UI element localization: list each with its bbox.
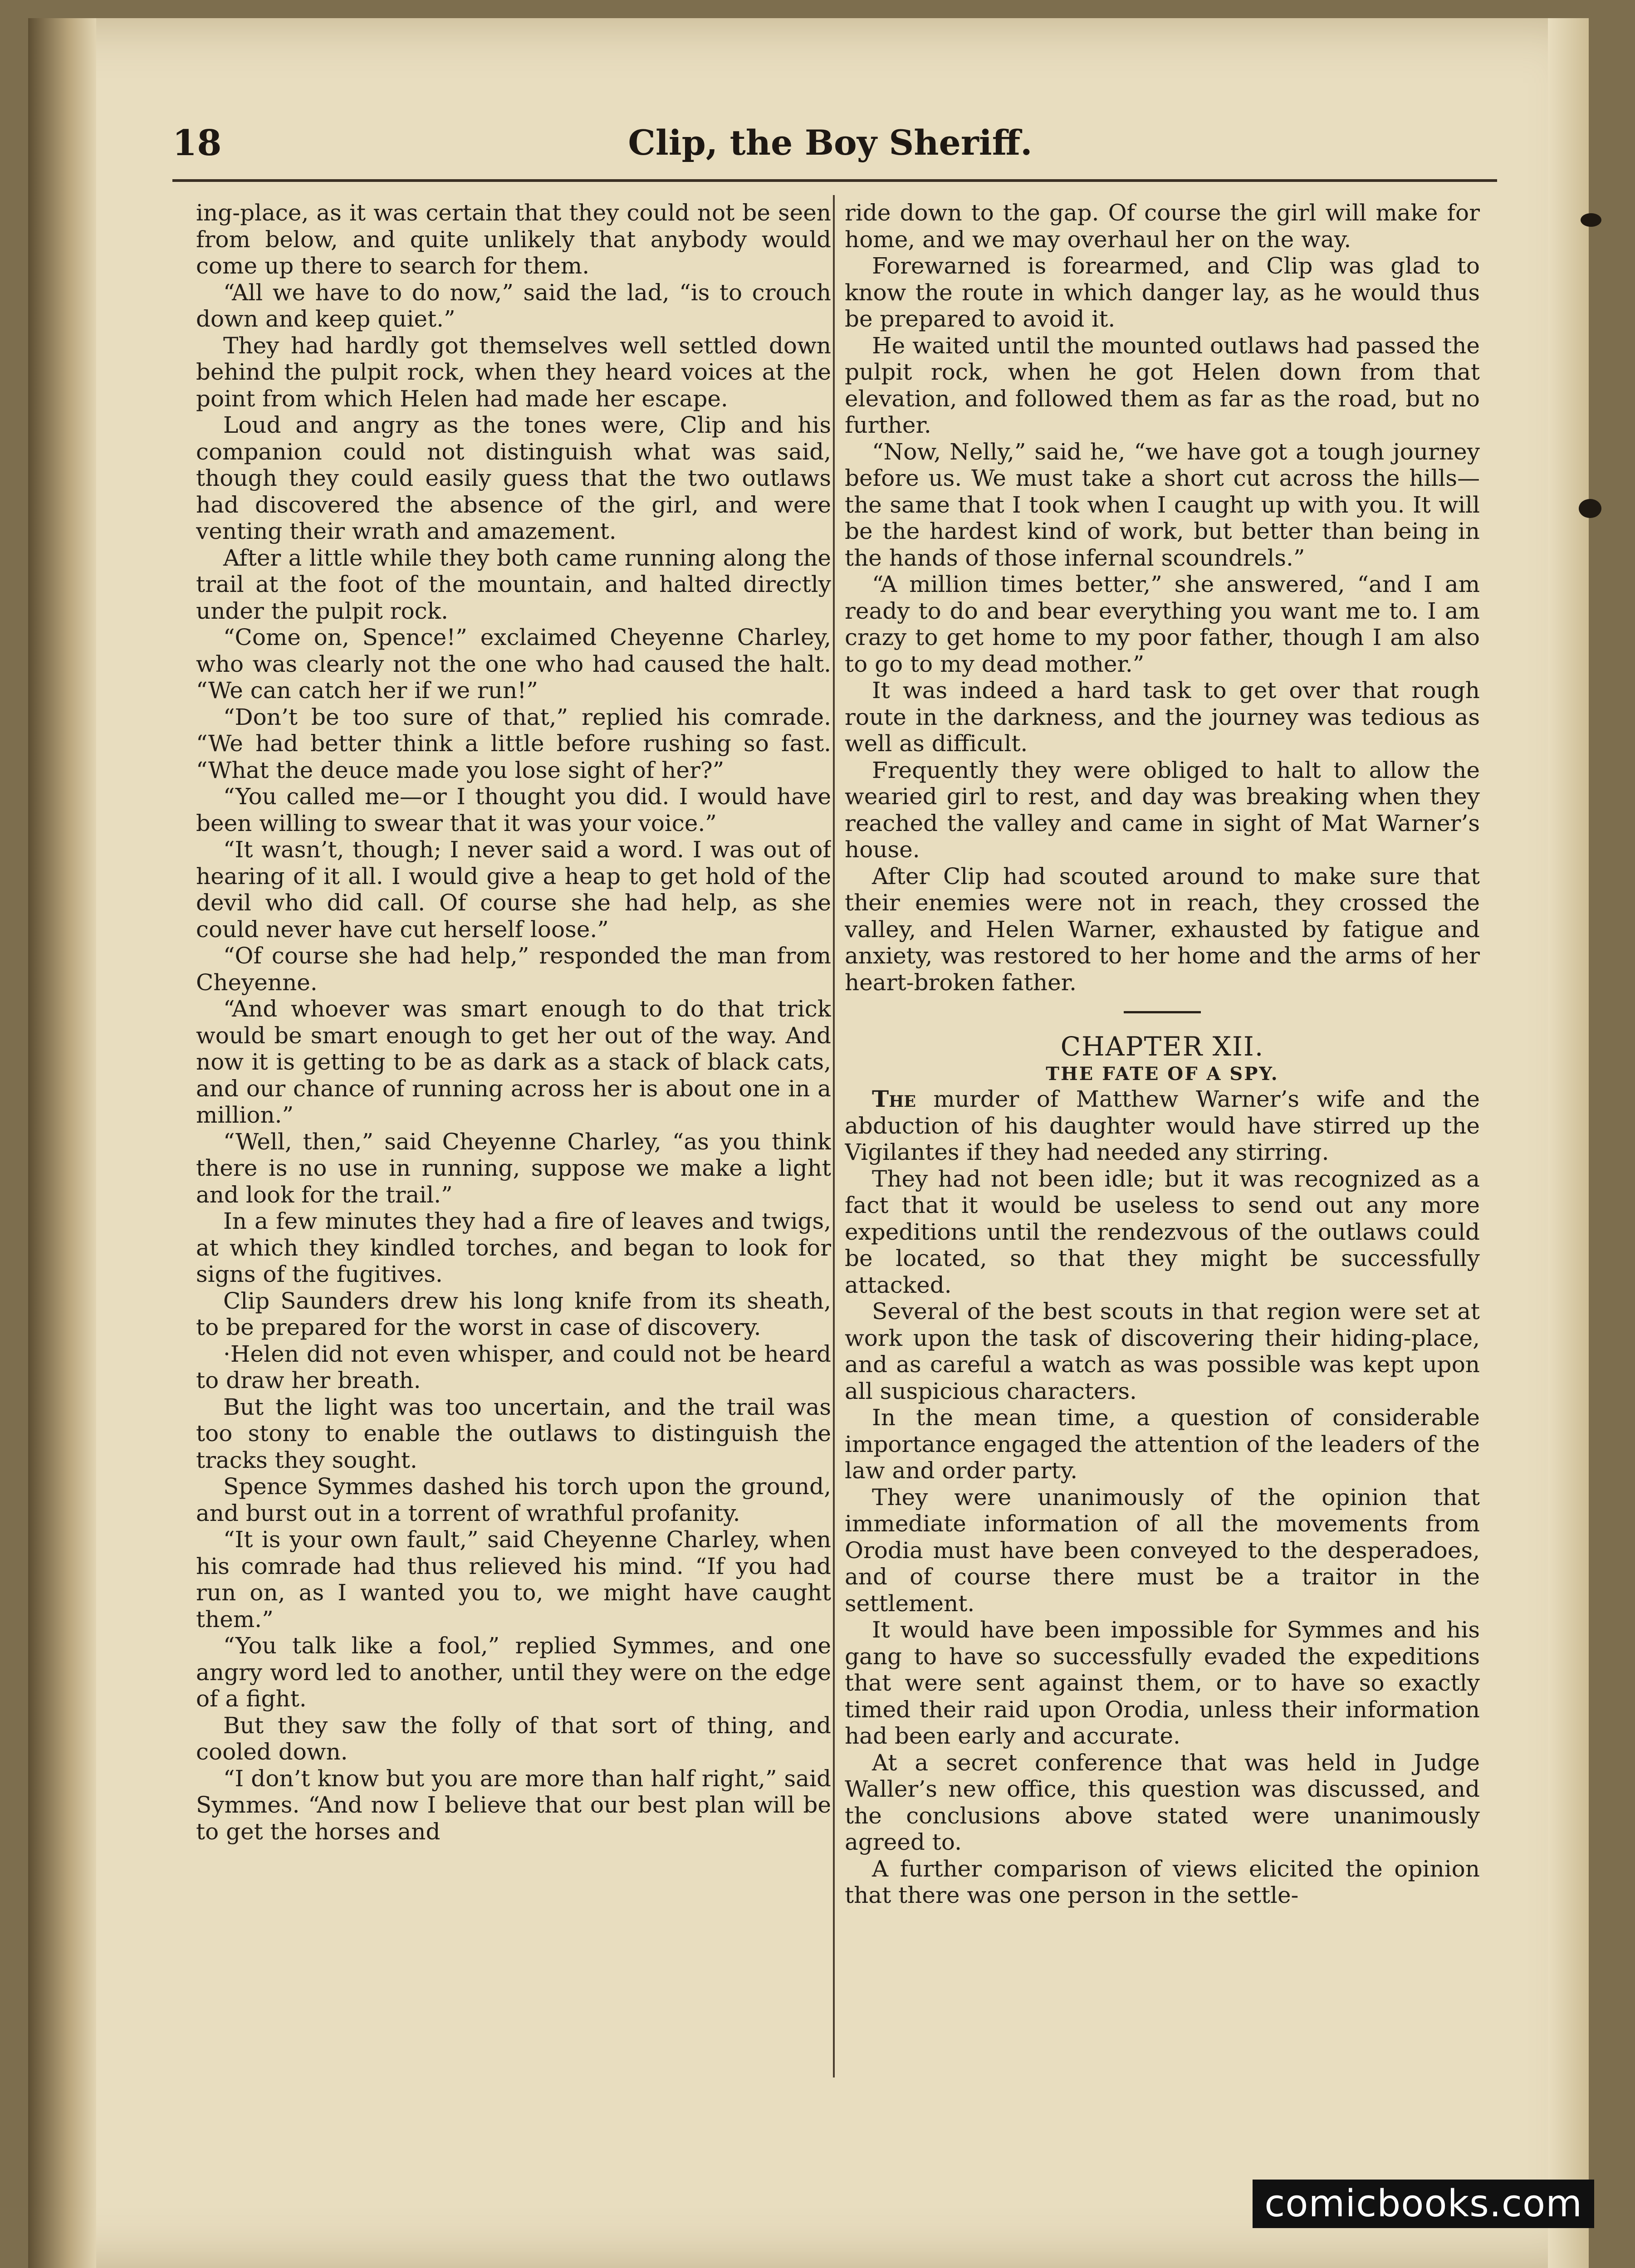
site-watermark: comicbooks.com: [1253, 2180, 1594, 2228]
page-edge: [1548, 18, 1589, 2268]
drop-word: The: [872, 1085, 916, 1112]
paragraph: “You talk like a fool,” replied Symmes, and one angry word led to another, until they were on the edge of a fight.: [196, 1633, 831, 1712]
paragraph: “Don’t be too sure of that,” replied his comrade. “We had better think a little before rushing so fast. “What the deuce made you lose sight of her?”: [196, 704, 831, 783]
paragraph: In the mean time, a question of considerable importance engaged the attention of the leaders of the law and order party.: [845, 1404, 1480, 1484]
paragraph: Spence Symmes dashed his torch upon the ground, and burst out in a torrent of wrathful profanity.: [196, 1473, 831, 1526]
paragraph: Forewarned is forearmed, and Clip was glad to know the route in which danger lay, as he would thus be prepared to avoid it.: [845, 253, 1480, 332]
paragraph: He waited until the mounted outlaws had passed the pulpit rock, when he got Helen down from that elevation, and followed them as far as the road, but no further.: [845, 332, 1480, 438]
paragraph: But they saw the folly of that sort of thing, and cooled down.: [196, 1712, 831, 1765]
paragraph: “And whoever was smart enough to do that trick would be smart enough to get her out of the way. And now it is getting to be as dark as a stack of black cats, and our chance of running across her is about one in a million.”: [196, 996, 831, 1128]
binding-hole: [1581, 213, 1601, 227]
paragraph: Frequently they were obliged to halt to allow the wearied girl to rest, and day was breaking when they reached the valley and came in sight of Mat Warner’s house.: [845, 757, 1480, 863]
left-column: [196, 200, 831, 2068]
paragraph: “A million times better,” she answered, “and I am ready to do and bear everything you want me to. I am crazy to get home to my poor father, though I am also to go to my dead mother.”: [845, 571, 1480, 677]
chapter-title: CHAPTER XII.: [1060, 1031, 1264, 1062]
page-number: 18: [172, 122, 222, 164]
page-gutter: [28, 18, 96, 2268]
paragraph: Clip Saunders drew his long knife from its sheath, to be prepared for the worst in case of discovery.: [196, 1287, 831, 1340]
paragraph: ·Helen did not even whisper, and could not be heard to draw her breath.: [196, 1340, 831, 1393]
paragraph: “Now, Nelly,” said he, “we have got a tough journey before us. We must take a short cut across the hills—the same that I took when I caught up with you. It will be the hardest kind of work, but better than being in the hands of those infernal scoundrels.”: [845, 438, 1480, 571]
paragraph: ride down to the gap. Of course the girl will make for home, and we may overhaul her on the way.: [845, 200, 1480, 253]
running-title: Clip, the Boy Sheriff.: [628, 122, 1033, 163]
chapter-subtitle: THE FATE OF A SPY.: [1046, 1063, 1279, 1085]
paragraph: At a secret conference that was held in Judge Waller’s new office, this question was discussed, and the conclusions above stated were unanimously agreed to.: [845, 1749, 1480, 1855]
paragraph-text: murder of Matthew Warner’s wife and the abduction of his daughter would have stirred up the Vigilantes if they had needed any stirring.: [845, 1086, 1480, 1165]
paragraph: It would have been impossible for Symmes and his gang to have so successfully evaded the expeditions that were sent against them, or to have so exactly timed their raid upon Orodia, unless their information had been early and accurate.: [845, 1617, 1480, 1749]
paragraph: “Of course she had help,” responded the man from Cheyenne.: [196, 943, 831, 996]
paragraph: “Well, then,” said Cheyenne Charley, “as you think there is no use in running, suppose we make a light and look for the trail.”: [196, 1128, 831, 1208]
binding-hole: [1579, 499, 1601, 518]
paragraph: “I don’t know but you are more than half right,” said Symmes. “And now I believe that our best plan will be to get the horses and: [196, 1765, 831, 1845]
paragraph: “All we have to do now,” said the lad, “is to crouch down and keep quiet.”: [196, 279, 831, 332]
paragraph: But the light was too uncertain, and the trail was too stony to enable the outlaws to distinguish the tracks they sought.: [196, 1393, 831, 1473]
paragraph: After Clip had scouted around to make sure that their enemies were not in reach, they crossed the valley, and Helen Warner, exhausted by fatigue and anxiety, was restored to her home and the arms of her heart-broken father.: [845, 863, 1480, 996]
paragraph: A further comparison of views elicited the opinion that there was one person in the settle-: [845, 1855, 1480, 1908]
paragraph: In a few minutes they had a fire of leaves and twigs, at which they kindled torches, and began to look for signs of the fugitives.: [196, 1208, 831, 1287]
paragraph: Loud and angry as the tones were, Clip and his companion could not distinguish what was said, though they could easily guess that the two outlaws had discovered the absence of the girl, and were venting their wrath and amazement.: [196, 412, 831, 544]
paragraph: They had not been idle; but it was recognized as a fact that it would be useless to send out any more expeditions until the rendezvous of the outlaws could be located, so that they might be successfully attacked.: [845, 1165, 1480, 1298]
paragraph: It was indeed a hard task to get over that rough route in the darkness, and the journey was tedious as well as difficult.: [845, 677, 1480, 757]
paragraph: After a little while they both came running along the trail at the foot of the mountain, and halted directly under the pulpit rock.: [196, 544, 831, 624]
paragraph: “It wasn’t, though; I never said a word. I was out of hearing of it all. I would give a heap to get hold of the devil who did call. Of course she had help, as she could never have cut herself loose.”: [196, 836, 831, 943]
paragraph: They had hardly got themselves well settled down behind the pulpit rock, when they heard voices at the point from which Helen had made her escape.: [196, 332, 831, 412]
paragraph: “You called me—or I thought you did. I would have been willing to swear that it was your voice.”: [196, 783, 831, 836]
chapter-first-paragraph: [845, 1086, 1480, 1166]
section-rule: [1124, 1011, 1201, 1013]
column-divider: [833, 195, 835, 2077]
header-rule: [172, 179, 1497, 182]
paragraph: ing-place, as it was certain that they could not be seen from below, and quite unlikely that anybody would come up there to search for them.: [196, 200, 831, 279]
paragraph: “Come on, Spence!” exclaimed Cheyenne Charley, who was clearly not the one who had caused the halt. “We can catch her if we run!”: [196, 624, 831, 704]
paragraph: Several of the best scouts in that region were set at work upon the task of discovering their hiding-place, and as careful a watch as was possible was kept upon all suspicious characters.: [845, 1298, 1480, 1404]
paragraph: They were unanimously of the opinion that immediate information of all the movements from Orodia must have been conveyed to the desperadoes, and of course there must be a traitor in the settlement.: [845, 1484, 1480, 1617]
paragraph: “It is your own fault,” said Cheyenne Charley, when his comrade had thus relieved his mind. “If you had run on, as I wanted you to, we might have caught them.”: [196, 1526, 831, 1633]
right-column: [845, 200, 1480, 2068]
page-header: [172, 122, 1488, 172]
